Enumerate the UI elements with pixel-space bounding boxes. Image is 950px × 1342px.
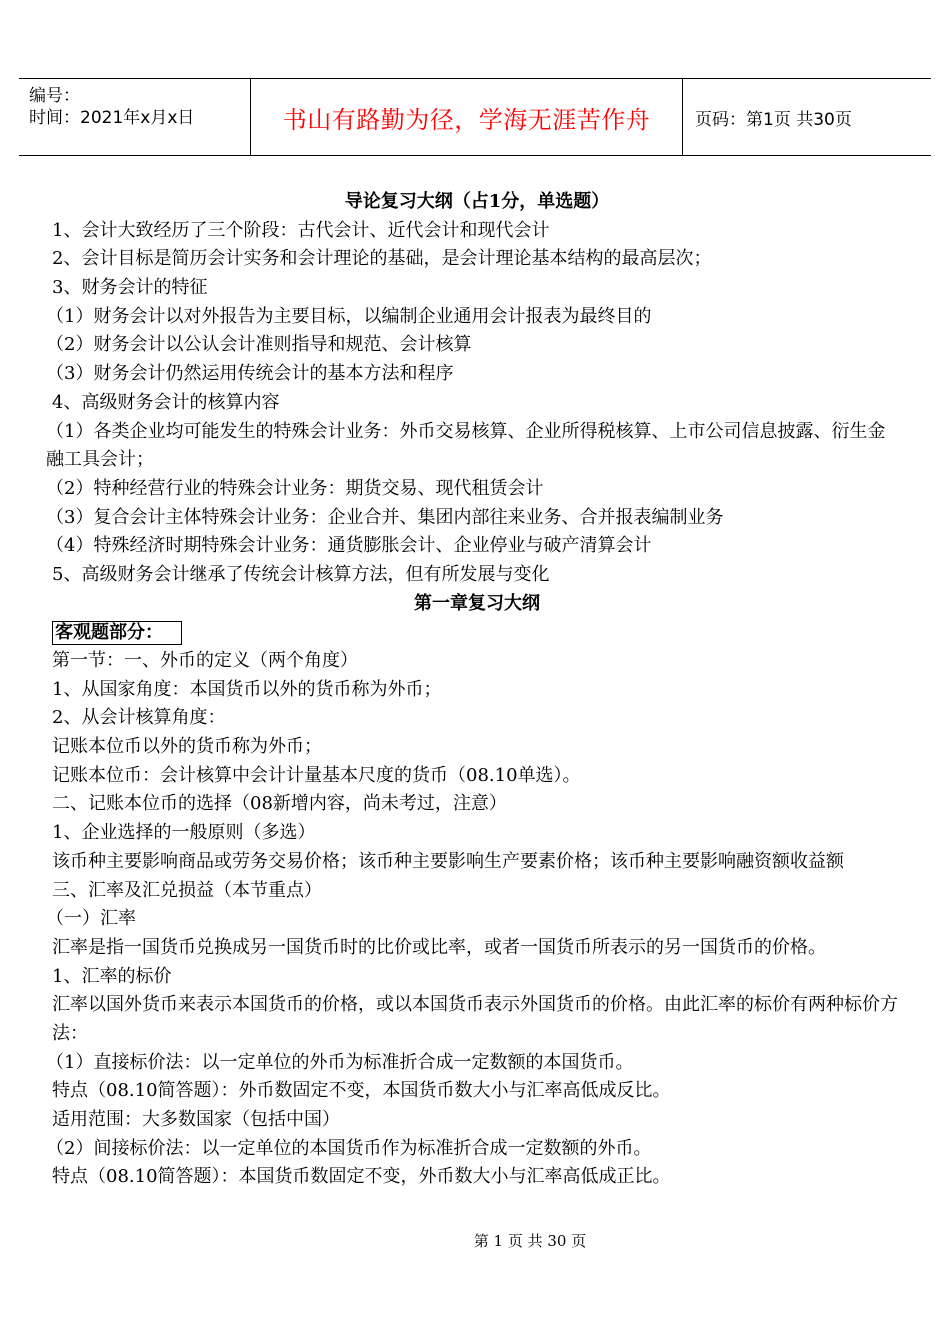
text-line: 第一节：一、外币的定义（两个角度） bbox=[52, 650, 358, 672]
section-heading: 导论复习大纲（占1分，单选题） bbox=[344, 191, 610, 212]
time-label: 时间：2021年x月x日 bbox=[29, 108, 195, 128]
document-header bbox=[19, 78, 931, 156]
document-body bbox=[46, 188, 902, 1192]
text-line: 记账本位币以外的货币称为外币； bbox=[52, 736, 322, 758]
text-line: 适用范围：大多数国家（包括中国） bbox=[52, 1109, 340, 1131]
text-line: 1、从国家角度：本国货币以外的货币称为外币； bbox=[52, 678, 442, 700]
section-heading: 第一章复习大纲 bbox=[414, 592, 540, 614]
text-line: 特点（08.10简答题）：本国货币数固定不变，外币数大小与汇率高低成正比。 bbox=[52, 1166, 671, 1188]
text-line: 2、从会计核算角度： bbox=[52, 707, 226, 729]
boxed-heading bbox=[52, 618, 902, 647]
header-meta bbox=[19, 79, 251, 155]
text-line: （1）各类企业均可能发生的特殊会计业务：外币交易核算、企业所得税核算、上市公司信息披露、衍生金融工具会计； bbox=[46, 420, 886, 471]
text-line: 记账本位币：会计核算中会计计量基本尺度的货币（08.10单选）。 bbox=[52, 764, 581, 786]
text-line: 二、记账本位币的选择（08新增内容，尚未考过，注意） bbox=[52, 793, 507, 815]
text-line: 3、财务会计的特征 bbox=[52, 277, 208, 299]
motto-text: 书山有路勤为径，学海无涯苦作舟 bbox=[282, 105, 651, 134]
text-line: 汇率是指一国货币兑换成另一国货币时的比价或比率，或者一国货币所表示的另一国货币的价格。 bbox=[52, 936, 826, 958]
text-line: 该币种主要影响商品或劳务交易价格；该币种主要影响生产要素价格；该币种主要影响融资额收益额 bbox=[52, 850, 844, 872]
number-label: 编号： bbox=[29, 86, 80, 106]
header-page-cell bbox=[683, 79, 931, 155]
text-line: 4、高级财务会计的核算内容 bbox=[52, 391, 280, 413]
text-line: （2）特种经营行业的特殊会计业务：期货交易、现代租赁会计 bbox=[46, 477, 544, 499]
boxed-heading-text: 客观题部分： bbox=[52, 621, 182, 645]
text-line: （4）特殊经济时期特殊会计业务：通货膨胀会计、企业停业与破产清算会计 bbox=[46, 535, 652, 557]
page-info: 页码：第1页 共30页 bbox=[695, 109, 852, 130]
text-line: （一）汇率 bbox=[46, 908, 136, 930]
text-line: （2）间接标价法：以一定单位的本国货币作为标准折合成一定数额的外币。 bbox=[46, 1137, 652, 1159]
text-line: （1）直接标价法：以一定单位的外币为标准折合成一定数额的本国货币。 bbox=[46, 1051, 634, 1073]
text-line: 1、汇率的标价 bbox=[52, 965, 172, 987]
text-line: （3）财务会计仍然运用传统会计的基本方法和程序 bbox=[46, 363, 454, 385]
text-line: 2、会计目标是简历会计实务和会计理论的基础，是会计理论基本结构的最高层次； bbox=[52, 248, 712, 270]
text-line: （3）复合会计主体特殊会计业务：企业合并、集团内部往来业务、合并报表编制业务 bbox=[46, 506, 724, 528]
text-line: 特点（08.10简答题）：外币数固定不变，本国货币数大小与汇率高低成反比。 bbox=[52, 1080, 671, 1102]
text-line: （2）财务会计以公认会计准则指导和规范、会计核算 bbox=[46, 334, 472, 356]
text-line: 5、高级财务会计继承了传统会计核算方法，但有所发展与变化 bbox=[52, 563, 550, 585]
text-line: 汇率以国外货币来表示本国货币的价格，或以本国货币表示外国货币的价格。由此汇率的标价有两种标价方法： bbox=[52, 994, 898, 1044]
text-line: 1、企业选择的一般原则（多选） bbox=[52, 822, 316, 844]
page-footer: 第 1 页 共 30 页 bbox=[473, 1232, 587, 1250]
text-line: 1、会计大致经历了三个阶段：古代会计、近代会计和现代会计 bbox=[52, 219, 550, 241]
text-line: 三、汇率及汇兑损益（本节重点） bbox=[52, 879, 322, 901]
header-motto-cell bbox=[251, 79, 683, 155]
text-line: （1）财务会计以对外报告为主要目标，以编制企业通用会计报表为最终目的 bbox=[46, 305, 652, 327]
